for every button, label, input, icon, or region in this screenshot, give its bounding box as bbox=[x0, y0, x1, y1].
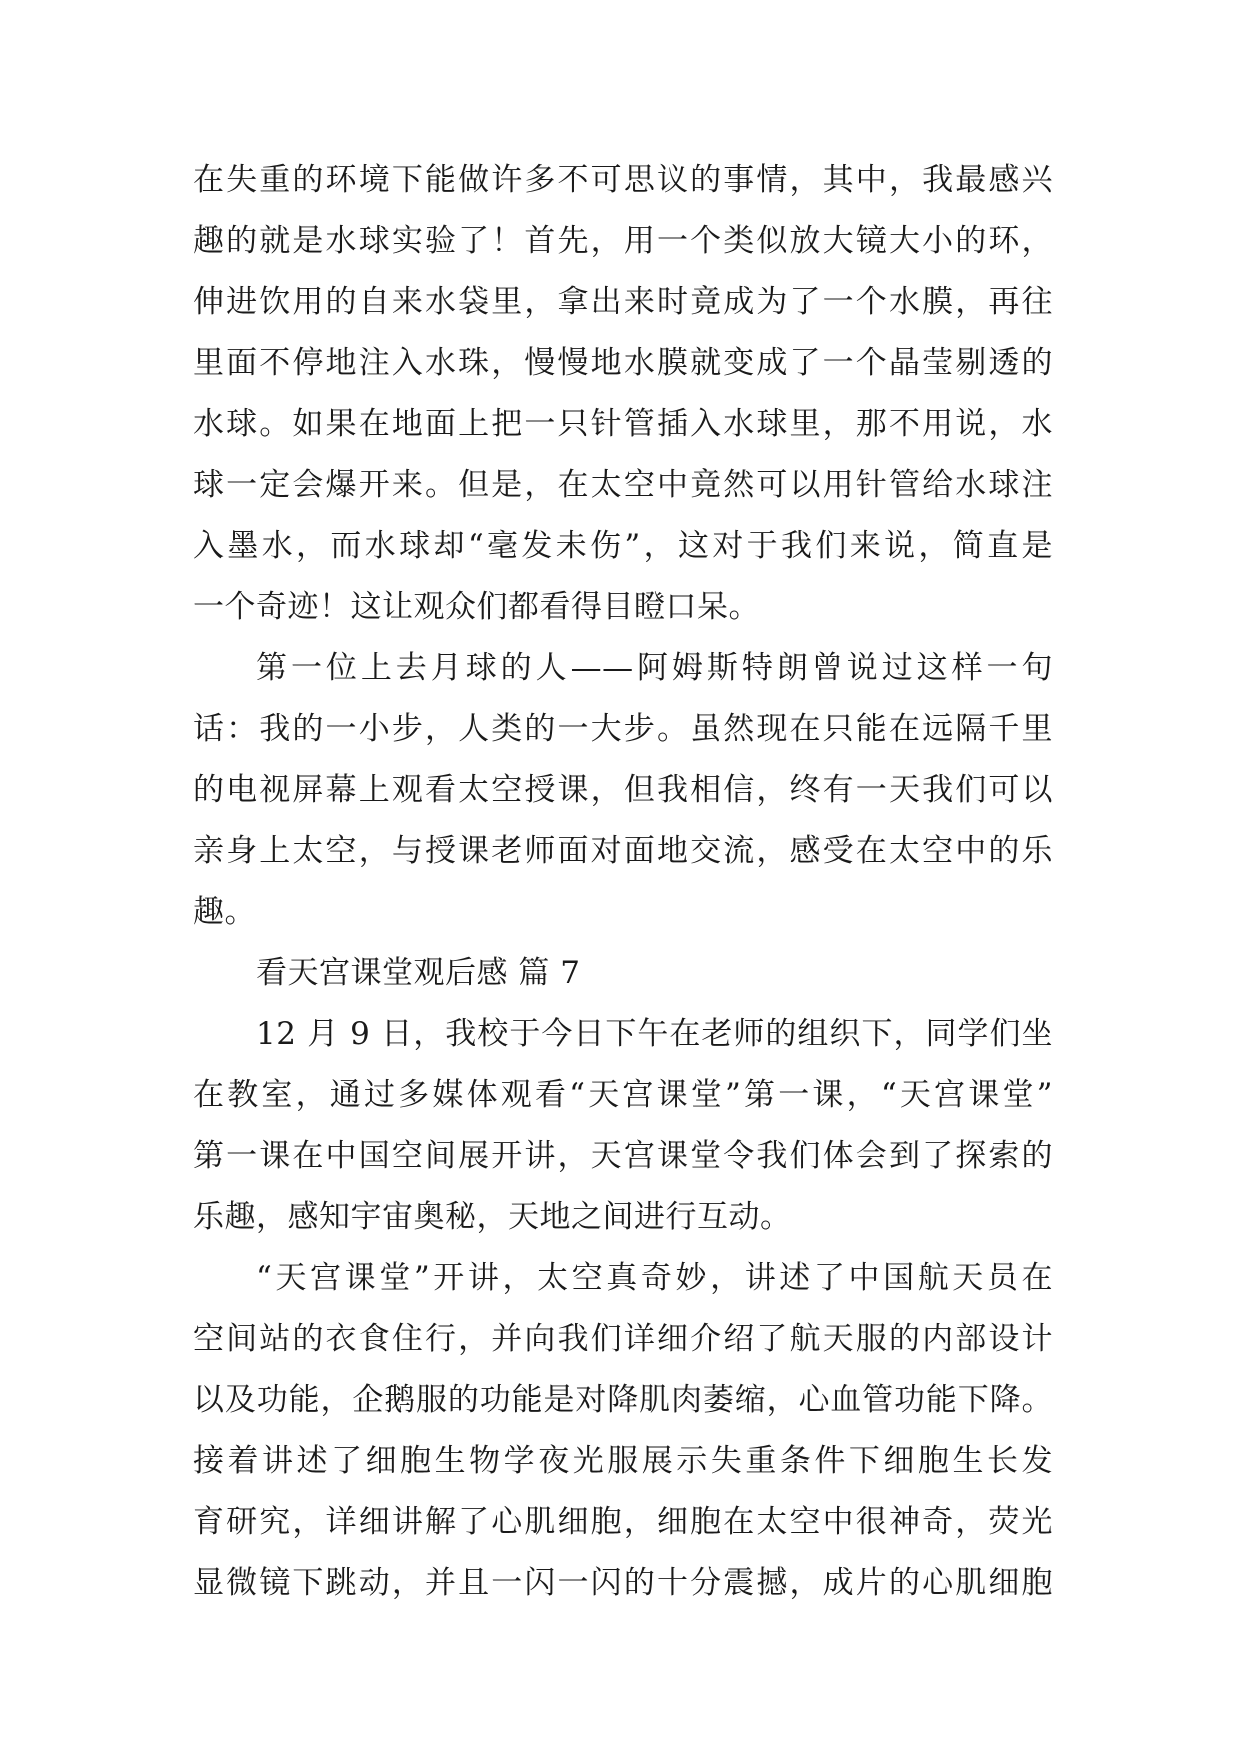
text-line: 的电视屏幕上观看太空授课，但我相信，终有一天我们可以 bbox=[193, 772, 1053, 808]
text-line: 一个奇迹！这让观众们都看得目瞪口呆。 bbox=[193, 589, 760, 625]
text-line: 话：我的一小步，人类的一大步。虽然现在只能在远隔千里 bbox=[193, 711, 1053, 747]
text-line: 趣。 bbox=[193, 894, 256, 930]
text-line: 入墨水，而水球却“毫发未伤”，这对于我们来说，简直是 bbox=[193, 528, 1053, 564]
text-line: 第一课在中国空间展开讲，天宫课堂令我们体会到了探索的 bbox=[193, 1138, 1053, 1174]
text-line: 12 月 9 日，我校于今日下午在老师的组织下，同学们坐 bbox=[256, 1016, 1053, 1052]
text-line: 亲身上太空，与授课老师面对面地交流，感受在太空中的乐 bbox=[193, 833, 1053, 869]
text-line: 接着讲述了细胞生物学夜光服展示失重条件下细胞生长发 bbox=[193, 1443, 1053, 1479]
text-line: 在教室，通过多媒体观看“天宫课堂”第一课，“天宫课堂” bbox=[193, 1077, 1053, 1113]
text-line: 以及功能，企鹅服的功能是对降肌肉萎缩，心血管功能下降。 bbox=[193, 1382, 1053, 1418]
body-text bbox=[193, 150, 1053, 1614]
text-line: 伸进饮用的自来水袋里，拿出来时竟成为了一个水膜，再往 bbox=[193, 284, 1053, 320]
text-line: 里面不停地注入水珠，慢慢地水膜就变成了一个晶莹剔透的 bbox=[193, 345, 1053, 381]
text-line: 球一定会爆开来。但是，在太空中竟然可以用针管给水球注 bbox=[193, 467, 1053, 503]
text-line: 第一位上去月球的人——阿姆斯特朗曾说过这样一句 bbox=[256, 650, 1053, 686]
text-line: 空间站的衣食住行，并向我们详细介绍了航天服的内部设计 bbox=[193, 1321, 1053, 1357]
text-line: 水球。如果在地面上把一只针管插入水球里，那不用说，水 bbox=[193, 406, 1053, 442]
text-line: 育研究，详细讲解了心肌细胞，细胞在太空中很神奇，荧光 bbox=[193, 1504, 1053, 1540]
text-line: 显微镜下跳动，并且一闪一闪的十分震撼，成片的心肌细胞 bbox=[193, 1565, 1053, 1601]
text-line: 趣的就是水球实验了！首先，用一个类似放大镜大小的环， bbox=[193, 223, 1053, 259]
text-line: “天宫课堂”开讲，太空真奇妙，讲述了中国航天员在 bbox=[256, 1260, 1053, 1296]
text-line: 在失重的环境下能做许多不可思议的事情，其中，我最感兴 bbox=[193, 162, 1053, 198]
text-line: 乐趣，感知宇宙奥秘，天地之间进行互动。 bbox=[193, 1199, 792, 1235]
text-line: 看天宫课堂观后感 篇 7 bbox=[256, 955, 581, 991]
